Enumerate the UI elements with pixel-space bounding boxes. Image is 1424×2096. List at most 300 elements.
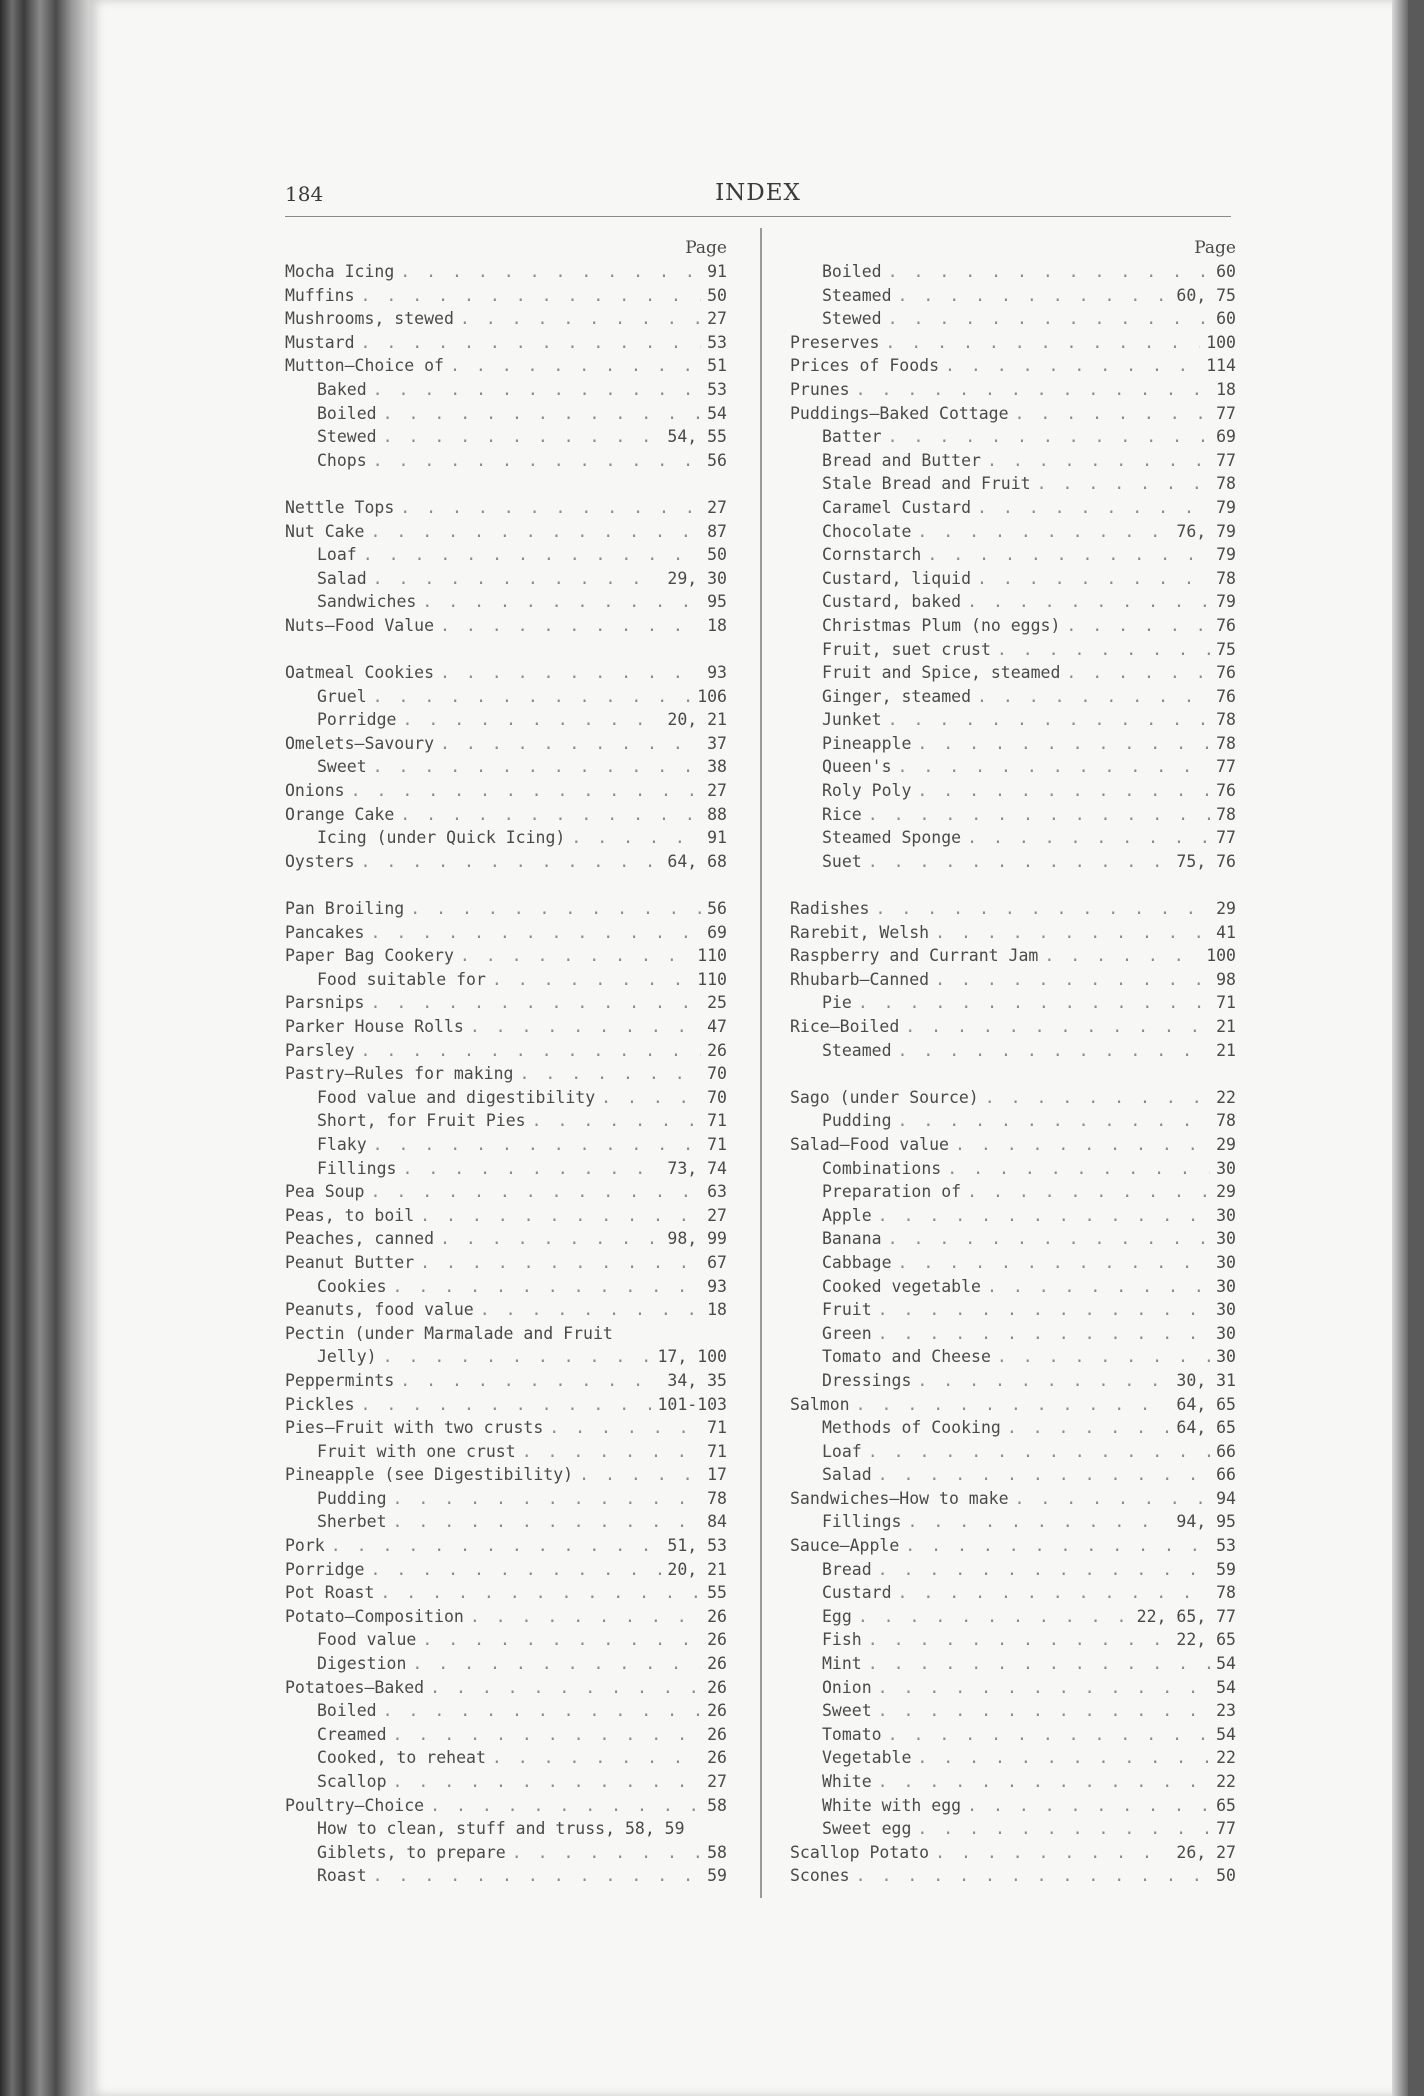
entry-page: 76, 79 (1176, 521, 1236, 541)
entry-term: Muffins (285, 285, 355, 305)
entry-term: Oatmeal Cookies (285, 663, 435, 683)
leader-dots (917, 732, 1210, 756)
index-entry (790, 1652, 1236, 1676)
entry-term: Mocha Icing (285, 262, 395, 281)
entry-term: Pineapple (see Digestibility) (285, 1465, 574, 1485)
index-entry (285, 1369, 727, 1393)
leader-dots (430, 1676, 701, 1700)
entry-page: 65 (1216, 1795, 1236, 1815)
leader-dots (985, 1086, 1210, 1110)
index-entry (790, 1015, 1236, 1039)
index-entry (790, 1699, 1236, 1723)
entry-term: Gruel (317, 686, 367, 706)
index-entry (285, 803, 727, 827)
entry-term: Fillings (822, 1512, 902, 1532)
leader-dots (898, 1109, 1211, 1133)
leader-dots (868, 1440, 1210, 1464)
entry-page: 51 (707, 356, 727, 376)
entry-page: 66 (1216, 1441, 1236, 1461)
entry-page: 26 (707, 1040, 727, 1060)
index-entry (285, 1794, 727, 1818)
index-entry (790, 1322, 1236, 1346)
entry-page: 41 (1216, 922, 1236, 942)
entry-term: Fruit, suet crust (822, 639, 991, 659)
leader-dots (331, 1534, 662, 1558)
index-entry (285, 1487, 727, 1511)
entry-term: Stewed (317, 427, 377, 447)
entry-term: Mutton—Choice of (285, 356, 444, 376)
leader-dots (470, 1015, 701, 1039)
entry-page: 26 (707, 1654, 727, 1674)
entry-page: 54 (1216, 1724, 1236, 1744)
entry-term: Parker House Rolls (285, 1017, 464, 1036)
index-entry (790, 1133, 1236, 1157)
index-entry (285, 1534, 727, 1558)
index-entry (285, 1133, 727, 1157)
leader-dots (987, 449, 1210, 473)
leader-dots (967, 1180, 1210, 1204)
entry-term: Steamed Sponge (822, 828, 962, 848)
index-entry (790, 968, 1236, 992)
entry-term: Pickles (285, 1394, 355, 1414)
entry-term: Prunes (790, 379, 850, 399)
entry-page: 29 (1216, 1134, 1236, 1154)
index-entry (285, 1723, 727, 1747)
leader-dots (945, 354, 1200, 378)
index-entry (790, 543, 1236, 567)
entry-page: 71 (707, 1134, 727, 1154)
entry-page: 27 (707, 309, 727, 329)
entry-page: 78 (1216, 1111, 1236, 1131)
index-entry (790, 1157, 1236, 1181)
index-entry (285, 1440, 727, 1464)
entry-page: 75, 76 (1176, 851, 1236, 871)
entry-term: Nuts—Food Value (285, 615, 435, 635)
entry-page: 27 (707, 1205, 727, 1225)
entry-page: 21 (1216, 1017, 1236, 1036)
index-entry (285, 378, 727, 402)
entry-term: Dressings (822, 1370, 912, 1390)
leader-dots (1015, 1487, 1211, 1511)
leader-dots (373, 378, 701, 402)
entry-term: Cooked vegetable (822, 1276, 981, 1296)
leader-dots (878, 1298, 1210, 1322)
entry-page: 94, 95 (1176, 1512, 1236, 1532)
leader-dots (888, 1227, 1211, 1251)
leader-dots (997, 638, 1210, 662)
leader-dots (522, 1440, 701, 1464)
leader-dots (420, 1251, 701, 1275)
entry-term: Rarebit, Welsh (790, 922, 930, 942)
entry-page: 18 (707, 1300, 727, 1320)
entry-term: Caramel Custard (822, 497, 972, 517)
index-entry (285, 1345, 727, 1369)
index-entry (285, 567, 727, 591)
entry-term: Baked (317, 379, 367, 399)
index-entry (285, 685, 727, 709)
index-entry (285, 425, 727, 449)
entry-term: Salad (317, 568, 367, 588)
leader-dots (373, 567, 662, 591)
index-entry (285, 260, 727, 284)
entry-term: Bread (822, 1559, 872, 1579)
index-entry (790, 1534, 1236, 1558)
leader-dots (878, 1770, 1210, 1794)
entry-term: Pea Soup (285, 1182, 365, 1202)
leader-dots (856, 1864, 1211, 1888)
index-entry (790, 991, 1236, 1015)
index-entry (285, 614, 727, 638)
entry-page: 71 (1216, 993, 1236, 1013)
entry-page: 98 (1216, 969, 1236, 989)
entry-page: 95 (707, 592, 727, 612)
index-entry (285, 850, 727, 874)
entry-page: 70 (707, 1064, 727, 1084)
index-entry (285, 1322, 727, 1346)
index-entry (285, 1180, 727, 1204)
entry-term: Pudding (822, 1111, 892, 1131)
leader-dots (440, 614, 701, 638)
index-entry (790, 732, 1236, 756)
leader-dots (370, 1558, 661, 1582)
entry-page: 50 (707, 545, 727, 565)
leader-dots (512, 1841, 701, 1865)
leader-dots (383, 1345, 652, 1369)
leader-dots (888, 425, 1211, 449)
index-entry (790, 1746, 1236, 1770)
leader-dots (410, 897, 701, 921)
entry-page: 87 (707, 521, 727, 541)
blank-line (790, 1062, 1236, 1086)
entry-page: 78 (1216, 568, 1236, 588)
index-entry (285, 1510, 727, 1534)
entry-term: Cooked, to reheat (317, 1748, 486, 1768)
entry-term: Queen's (822, 757, 892, 777)
leader-dots (888, 708, 1211, 732)
leader-dots (898, 1251, 1211, 1275)
leader-dots (601, 1086, 701, 1110)
entry-term: Batter (822, 427, 882, 447)
entry-page: 91 (707, 262, 727, 281)
entry-page: 78 (1216, 733, 1236, 753)
index-entry (790, 590, 1236, 614)
index-entry (285, 1628, 727, 1652)
entry-term: Peas, to boil (285, 1205, 415, 1225)
entry-term: Sago (under Source) (790, 1087, 979, 1107)
index-entry (285, 1109, 727, 1133)
index-entry (790, 1109, 1236, 1133)
entry-page: 56 (707, 450, 727, 470)
index-entry (285, 1864, 727, 1888)
entry-page: 100 (1206, 332, 1236, 352)
entry-term: Suet (822, 851, 862, 871)
index-entry (790, 1227, 1236, 1251)
entry-page: 77 (1216, 757, 1236, 777)
entry-term: Custard, baked (822, 592, 962, 612)
leader-dots (878, 1204, 1210, 1228)
leader-dots (480, 1298, 701, 1322)
entry-page: 30 (1216, 1323, 1236, 1343)
entry-term: Egg (822, 1606, 852, 1626)
index-entry (285, 331, 727, 355)
entry-term: Omelets—Savoury (285, 733, 435, 753)
entry-term: Boiled (317, 403, 377, 423)
index-entry (790, 944, 1236, 968)
leader-dots (373, 1133, 701, 1157)
entry-term: Combinations (822, 1158, 942, 1178)
entry-page: 26 (707, 1748, 727, 1768)
index-entry (790, 803, 1236, 827)
entry-term: Creamed (317, 1724, 387, 1744)
entry-term: Tomato and Cheese (822, 1347, 991, 1367)
index-entry (285, 1770, 727, 1794)
entry-term: Rhubarb—Canned (790, 969, 930, 989)
entry-page: 77 (1216, 403, 1236, 423)
entry-term: Roast (317, 1866, 367, 1886)
leader-dots (888, 260, 1211, 284)
index-column-right (790, 236, 1236, 1888)
entry-term: Sandwiches—How to make (790, 1488, 1009, 1508)
leader-dots (917, 1746, 1210, 1770)
index-entry (285, 1039, 727, 1063)
entry-page: 64, 65 (1176, 1394, 1236, 1414)
blank-line (285, 638, 727, 662)
entry-page: 29, 30 (667, 568, 727, 588)
index-entry (790, 1463, 1236, 1487)
leader-dots (856, 1393, 1171, 1417)
index-entry (790, 1628, 1236, 1652)
index-entry (285, 1227, 727, 1251)
entry-page: 54 (1216, 1654, 1236, 1674)
entry-term: Fruit (822, 1300, 872, 1320)
leader-dots (579, 1463, 701, 1487)
leader-dots (987, 1275, 1210, 1299)
entry-page: 30 (1216, 1158, 1236, 1178)
entry-term: Peppermints (285, 1370, 395, 1390)
entry-page: 84 (707, 1512, 727, 1532)
entry-term: Green (822, 1323, 872, 1343)
entry-page: 78 (707, 1488, 727, 1508)
index-entry (285, 1558, 727, 1582)
leader-dots (361, 331, 702, 355)
leader-dots (878, 1676, 1210, 1700)
entry-page: 73, 74 (667, 1158, 727, 1178)
entry-page: 100 (1206, 946, 1236, 966)
entry-page: 93 (707, 1276, 727, 1296)
entry-page: 17, 100 (657, 1347, 727, 1367)
entry-page: 77 (1216, 1819, 1236, 1839)
entry-page: 60 (1216, 309, 1236, 329)
entry-page: 64, 65 (1176, 1418, 1236, 1438)
entry-page: 71 (707, 1418, 727, 1438)
leader-dots (905, 1534, 1210, 1558)
leader-dots (907, 1510, 1170, 1534)
leader-dots (412, 1652, 701, 1676)
leader-dots (440, 661, 701, 685)
entry-term: Mushrooms, stewed (285, 309, 454, 329)
leader-dots (927, 543, 1210, 567)
index-entry (790, 354, 1236, 378)
entry-term: Food suitable for (317, 969, 486, 989)
entry-term: Junket (822, 710, 882, 730)
entry-page: 53 (707, 332, 727, 352)
entry-page: 71 (707, 1441, 727, 1461)
entry-term: Steamed (822, 285, 892, 305)
index-entry (790, 496, 1236, 520)
entry-page: 22, 65, 77 (1136, 1606, 1236, 1626)
index-entry (790, 1558, 1236, 1582)
entry-page: 78 (1216, 1583, 1236, 1603)
entry-term: Onions (285, 781, 345, 801)
leader-dots (856, 378, 1211, 402)
index-entry (285, 1086, 727, 1110)
entry-term: Fillings (317, 1158, 397, 1178)
index-entry (790, 708, 1236, 732)
entry-term: Salad—Food value (790, 1134, 949, 1154)
leader-dots (460, 944, 691, 968)
leader-dots (393, 1770, 702, 1794)
entry-term: Pot Roast (285, 1583, 375, 1603)
index-entry (790, 897, 1236, 921)
entry-page: 110 (697, 946, 727, 966)
index-entry (285, 1015, 727, 1039)
index-entry (285, 968, 727, 992)
index-entry (790, 1510, 1236, 1534)
entry-term: Scallop (317, 1772, 387, 1791)
index-entry (285, 1251, 727, 1275)
index-entry (285, 897, 727, 921)
entry-page: 47 (707, 1017, 727, 1036)
leader-dots (470, 1605, 701, 1629)
entry-term: Steamed (822, 1040, 892, 1060)
entry-term: Rice (822, 804, 862, 824)
index-entry (790, 1794, 1236, 1818)
leader-dots (393, 1275, 702, 1299)
blank-line (285, 472, 727, 496)
entry-term: Poultry—Choice (285, 1795, 425, 1815)
leader-dots (373, 755, 701, 779)
entry-term: Puddings—Baked Cottage (790, 403, 1009, 423)
leader-dots (370, 520, 701, 544)
entry-term: How to clean, stuff and truss, 58, 59 (317, 1819, 685, 1839)
entry-term: Mustard (285, 332, 355, 352)
entry-page: 50 (1216, 1866, 1236, 1886)
entry-term: Stewed (822, 309, 882, 329)
leader-dots (898, 284, 1171, 308)
entry-page: 51, 53 (667, 1536, 727, 1556)
index-entry (285, 661, 727, 685)
entry-term: White (822, 1772, 872, 1791)
entry-term: Ginger, steamed (822, 686, 972, 706)
leader-dots (549, 1416, 701, 1440)
leader-dots (400, 1369, 661, 1393)
entry-term: Pies—Fruit with two crusts (285, 1418, 544, 1438)
entry-term: White with egg (822, 1795, 962, 1815)
entry-term: Pastry—Rules for making (285, 1064, 514, 1084)
leader-dots (460, 307, 701, 331)
leader-dots (935, 921, 1210, 945)
index-entry (790, 472, 1236, 496)
entry-page: 79 (1216, 592, 1236, 612)
entry-term: Prices of Foods (790, 356, 940, 376)
leader-dots (393, 1487, 702, 1511)
index-entry (285, 1157, 727, 1181)
index-entry (285, 1605, 727, 1629)
index-entry (285, 1204, 727, 1228)
entry-page: 98, 99 (667, 1229, 727, 1249)
index-entry (790, 779, 1236, 803)
entry-page: 50 (707, 285, 727, 305)
entry-page: 38 (707, 757, 727, 777)
leader-dots (997, 1345, 1210, 1369)
leader-dots (947, 1157, 1210, 1181)
entry-page: 30 (1216, 1347, 1236, 1367)
entry-page: 26 (707, 1724, 727, 1744)
leader-dots (917, 1817, 1210, 1841)
leader-dots (955, 1133, 1210, 1157)
entry-term: Sandwiches (317, 592, 417, 612)
leader-dots (571, 826, 701, 850)
entry-term: Pie (822, 993, 852, 1013)
index-entry (285, 732, 727, 756)
index-entry (790, 1275, 1236, 1299)
entry-term: Tomato (822, 1724, 882, 1744)
entry-page: 79 (1216, 545, 1236, 565)
index-entry (285, 1062, 727, 1086)
index-entry (285, 1416, 727, 1440)
entry-page: 29 (1216, 899, 1236, 919)
page-edge-shadow (1392, 0, 1408, 2096)
entry-page: 21 (1216, 1040, 1236, 1060)
index-entry (285, 755, 727, 779)
leader-dots (361, 1039, 702, 1063)
entry-term: Pectin (under Marmalade and Fruit (285, 1323, 613, 1343)
entry-page: 20, 21 (667, 1559, 727, 1579)
leader-dots (361, 1393, 652, 1417)
blank-line (285, 873, 727, 897)
entry-term: Sherbet (317, 1512, 387, 1532)
entry-term: Custard (822, 1583, 892, 1603)
entry-term: Roly Poly (822, 781, 912, 801)
index-entry (790, 1204, 1236, 1228)
index-entry (790, 307, 1236, 331)
leader-dots (420, 1204, 701, 1228)
entry-term: Cornstarch (822, 545, 922, 565)
entry-term: Parsley (285, 1040, 355, 1060)
entry-term: Onion (822, 1677, 872, 1697)
page-column-label: Page (1194, 238, 1236, 258)
leader-dots (967, 590, 1210, 614)
entry-page: 34, 35 (667, 1370, 727, 1390)
entry-page: 67 (707, 1252, 727, 1272)
entry-term: Christmas Plum (no eggs) (822, 615, 1061, 635)
entry-term: Flaky (317, 1134, 367, 1154)
entry-term: Preparation of (822, 1182, 962, 1202)
leader-dots (868, 850, 1171, 874)
leader-dots (440, 732, 701, 756)
entry-page: 76 (1216, 781, 1236, 801)
leader-dots (898, 755, 1211, 779)
entry-page: 58 (707, 1795, 727, 1815)
leader-dots (1044, 944, 1200, 968)
leader-dots (878, 1699, 1210, 1723)
entry-term: Fruit with one crust (317, 1441, 516, 1461)
entry-page: 70 (707, 1087, 727, 1107)
entry-page: 78 (1216, 710, 1236, 730)
leader-dots (383, 1699, 702, 1723)
index-entry (790, 826, 1236, 850)
entry-term: Pork (285, 1536, 325, 1556)
